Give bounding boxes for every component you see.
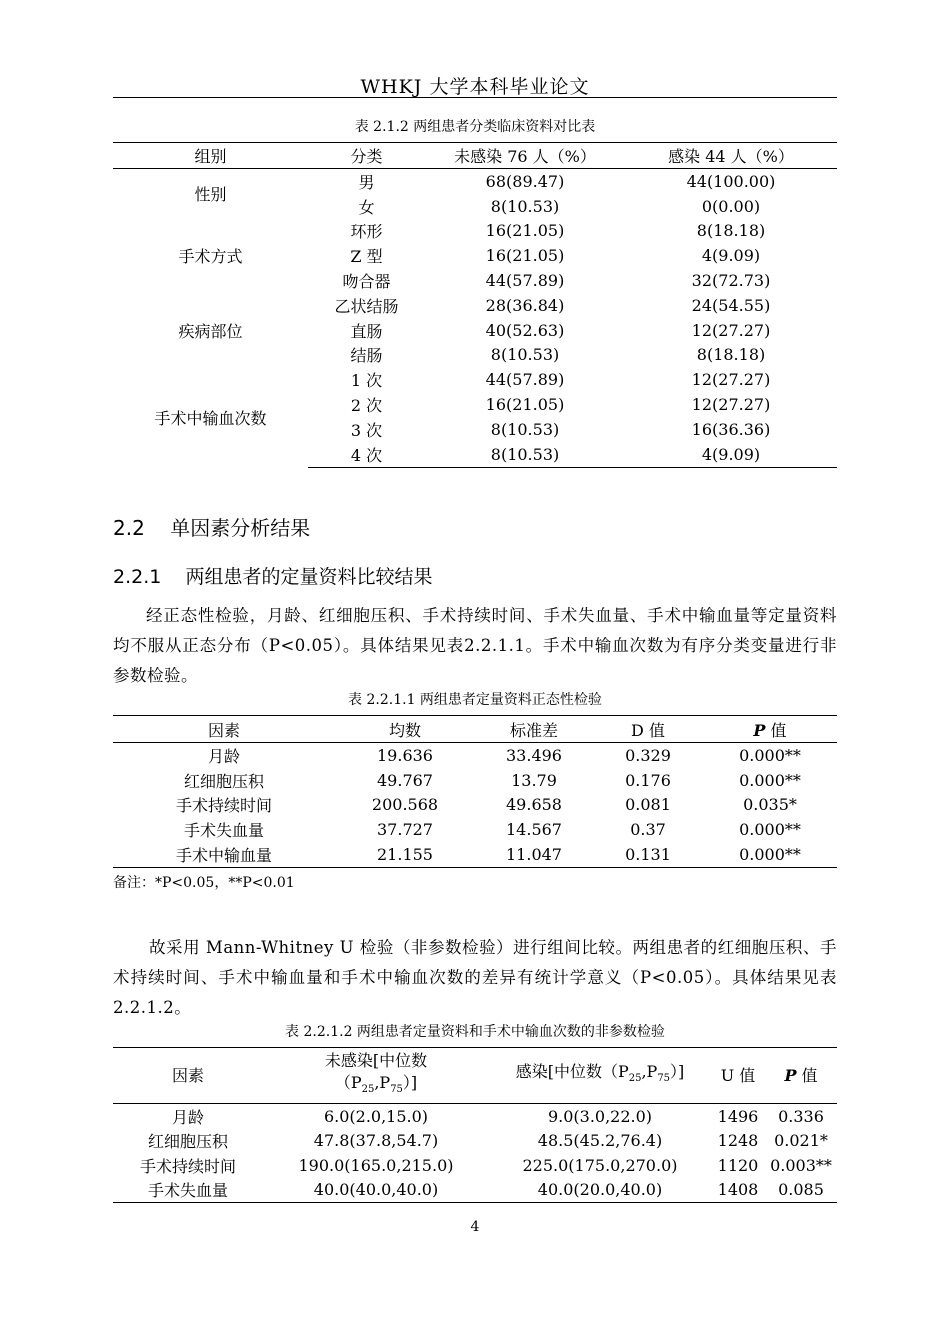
- table1-group-cell: 疾病部位: [178, 321, 243, 341]
- table-row: [113, 1153, 837, 1178]
- table-cell: 40.0(20.0,40.0): [489, 1178, 711, 1203]
- table-cell: 0.176: [625, 770, 671, 790]
- table-row: [113, 842, 837, 867]
- table-cell: 37.727: [377, 820, 433, 840]
- table-cell: 0.000**: [703, 842, 837, 867]
- table1-header-cell: 感染 44 人（%）: [625, 143, 837, 169]
- table-cell: 手术中输血量: [113, 842, 335, 867]
- table-cell: 32(72.73): [691, 271, 771, 291]
- table-cell: 49.767: [377, 770, 433, 790]
- subscript: 25: [361, 1084, 375, 1096]
- table-row: [113, 1104, 837, 1129]
- section-heading: 2.2 单因素分析结果: [113, 516, 311, 540]
- table-cell: 48.5(45.2,76.4): [537, 1131, 663, 1151]
- table-cell: 吻合器: [342, 272, 391, 292]
- table-cell: 68(89.47): [485, 171, 565, 191]
- table-cell: 44(100.00): [686, 171, 776, 191]
- table-cell: 3 次: [350, 420, 383, 440]
- table2: [113, 715, 837, 868]
- table-cell: 40(52.63): [485, 320, 565, 340]
- p-symbol: P: [753, 720, 766, 740]
- table-row: [113, 1178, 837, 1203]
- table-cell: 手术持续时间: [175, 796, 272, 816]
- table-cell: 8(10.53): [490, 419, 560, 439]
- table-cell: 0.021*: [774, 1131, 828, 1151]
- table-row: [113, 768, 837, 793]
- table1: [113, 142, 837, 468]
- table-cell: 225.0(175.0,270.0): [522, 1155, 678, 1175]
- table-cell: 16(21.05): [485, 395, 565, 415]
- table-cell: 0.085: [765, 1178, 837, 1203]
- subscript: 75: [657, 1073, 671, 1085]
- table-cell: 0.329: [625, 745, 671, 765]
- table-cell: 11.047: [475, 842, 593, 867]
- table-cell: 0.37: [630, 820, 666, 840]
- table-cell: 1408: [711, 1178, 765, 1203]
- table-cell: 0.081: [625, 795, 671, 815]
- table-cell: 乙状结肠: [334, 296, 399, 316]
- table-cell: 8(18.18): [696, 221, 766, 241]
- table-cell: 13.79: [511, 770, 557, 790]
- table-cell: 环形: [350, 222, 383, 242]
- table-cell: 4(9.09): [701, 246, 761, 266]
- table-cell: 0.000**: [739, 820, 801, 840]
- header-text: ,P: [641, 1061, 658, 1081]
- table-cell: 结肠: [350, 346, 383, 366]
- table-cell: 手术失血量: [183, 821, 264, 841]
- table-cell: 0.035*: [743, 795, 797, 815]
- table-cell: 44(57.89): [485, 271, 565, 291]
- table-cell: 19.636: [377, 745, 433, 765]
- table-cell: 月龄: [171, 1107, 204, 1127]
- table-cell: 0.000**: [739, 745, 801, 765]
- table-cell: 16(36.36): [691, 419, 771, 439]
- table-row: [113, 169, 837, 194]
- table2-note: 备注：*P<0.05，**P<0.01: [113, 875, 295, 891]
- table1-header-cell: 组别: [113, 143, 308, 169]
- table-cell: 月龄: [207, 746, 240, 766]
- table-cell: 12(27.27): [691, 320, 771, 340]
- table3-header-cell: U 值: [711, 1048, 765, 1104]
- table-cell: 男: [358, 172, 375, 192]
- table-cell: 1120: [717, 1155, 759, 1175]
- table-cell: 0(0.00): [701, 196, 761, 216]
- table1-header-cell: 分类: [308, 143, 425, 169]
- table-cell: Z 型: [350, 247, 383, 267]
- table2-header-cell: D 值: [593, 716, 703, 743]
- table1-group-cell: 性别: [194, 185, 227, 205]
- paragraph-2: 故采用 Mann-Whitney U 检验（非参数检验）进行组间比较。两组患者的红细胞压积、手术持续时间、手术中输血量和手术中输血次数的差异有统计学意义（P<0.05）。具体结果见表2.2.1.2。: [113, 938, 837, 1017]
- p-suffix: 值: [770, 720, 787, 740]
- table-cell: 24(54.55): [691, 295, 771, 315]
- table-cell: 14.567: [506, 820, 562, 840]
- table-cell: 手术失血量: [113, 1178, 263, 1203]
- table-cell: 0.336: [778, 1106, 824, 1126]
- table-cell: 200.568: [371, 795, 439, 815]
- table-cell: 1248: [717, 1131, 759, 1151]
- table-row: [113, 817, 837, 842]
- table-row: [113, 367, 837, 392]
- table-cell: 190.0(165.0,215.0): [298, 1155, 454, 1175]
- table-cell: 1496: [717, 1106, 759, 1126]
- table1-header-cell: 未感染 76 人（%）: [425, 143, 625, 169]
- table1-header-row: [113, 143, 837, 169]
- table-cell: 12(27.27): [691, 370, 771, 390]
- table1-group-cell: 手术方式: [178, 247, 243, 267]
- table2-header-cell: 标准差: [475, 716, 593, 743]
- table-cell: 0.003**: [770, 1155, 832, 1175]
- p-symbol: P: [784, 1065, 797, 1085]
- table-cell: 6.0(2.0,15.0): [323, 1106, 429, 1126]
- subscript: 75: [390, 1084, 403, 1096]
- table-cell: 手术持续时间: [139, 1156, 236, 1176]
- table-cell: 16(21.05): [485, 221, 565, 241]
- table-cell: 2 次: [350, 396, 383, 416]
- table-cell: 红细胞压积: [147, 1132, 228, 1152]
- table2-header-row: [113, 716, 837, 743]
- table-row: [113, 743, 837, 768]
- table-cell: 0.131: [593, 842, 703, 867]
- table-cell: 21.155: [335, 842, 475, 867]
- table-row: [113, 793, 837, 818]
- header-rule: [113, 97, 837, 98]
- table-cell: 8(10.53): [425, 442, 625, 467]
- subscript: 25: [628, 1073, 642, 1085]
- table3-header-cell: [263, 1048, 489, 1104]
- table-cell: 4 次: [308, 442, 425, 467]
- table3-header-cell: [489, 1048, 711, 1104]
- header-line: [263, 1072, 489, 1101]
- header-line: 未感染[中位数: [324, 1050, 428, 1070]
- page-number: 4: [470, 1219, 480, 1235]
- paragraph-1: 经正态性检验，月龄、红细胞压积、手术持续时间、手术失血量、手术中输血量等定量资料均不服从正态分布（P<0.05）。具体结果见表2.2.1.1。手术中输血次数为有序分类变量进行非参数检验。: [113, 606, 837, 685]
- table-cell: 1 次: [350, 371, 383, 391]
- table-cell: 28(36.84): [485, 295, 565, 315]
- table1-caption: 表 2.1.2 两组患者分类临床资料对比表: [354, 119, 596, 135]
- table3: [113, 1047, 837, 1203]
- table2-header-cell: 因素: [113, 716, 335, 743]
- table-cell: 女: [358, 197, 375, 217]
- header-text: ）]: [402, 1072, 418, 1092]
- table-cell: 8(18.18): [696, 345, 766, 365]
- table-cell: 33.496: [506, 745, 562, 765]
- table-row: [113, 219, 837, 244]
- table-cell: 49.658: [506, 795, 562, 815]
- table-cell: 44(57.89): [485, 370, 565, 390]
- header-text: ,P: [374, 1072, 391, 1092]
- table-cell: 0.000**: [739, 770, 801, 790]
- header-text: ）]: [670, 1061, 685, 1081]
- table-cell: 16(21.05): [485, 246, 565, 266]
- table-row: [113, 1129, 837, 1154]
- table3-header-row: [113, 1048, 837, 1104]
- p-suffix: 值: [796, 1065, 818, 1085]
- table-cell: 8(10.53): [490, 345, 560, 365]
- running-header: WHKJ 大学本科毕业论文: [360, 76, 590, 98]
- table-cell: 12(27.27): [691, 395, 771, 415]
- header-text: （P: [334, 1072, 362, 1092]
- table-cell: 9.0(3.0,22.0): [547, 1106, 653, 1126]
- table2-header-cell: 均数: [335, 716, 475, 743]
- table-cell: 直肠: [350, 321, 383, 341]
- table-cell: 4(9.09): [625, 442, 837, 467]
- header-text: 感染[中位数（P: [515, 1061, 629, 1081]
- table3-header-cell: [765, 1048, 837, 1104]
- table2-header-cell: [703, 716, 837, 743]
- table3-caption: 表 2.2.1.2 两组患者定量资料和手术中输血次数的非参数检验: [285, 1024, 665, 1040]
- table-cell: 8(10.53): [490, 196, 560, 216]
- table-cell: 47.8(37.8,54.7): [313, 1131, 439, 1151]
- table2-caption: 表 2.2.1.1 两组患者定量资料正态性检验: [348, 692, 602, 708]
- subsection-heading: 2.2.1 两组患者的定量资料比较结果: [113, 566, 433, 588]
- table-cell: 红细胞压积: [183, 771, 264, 791]
- table-cell: 40.0(40.0,40.0): [263, 1178, 489, 1203]
- table-row: [113, 293, 837, 318]
- table1-group-cell: 手术中输血次数: [154, 408, 267, 428]
- table3-header-cell: 因素: [113, 1048, 263, 1104]
